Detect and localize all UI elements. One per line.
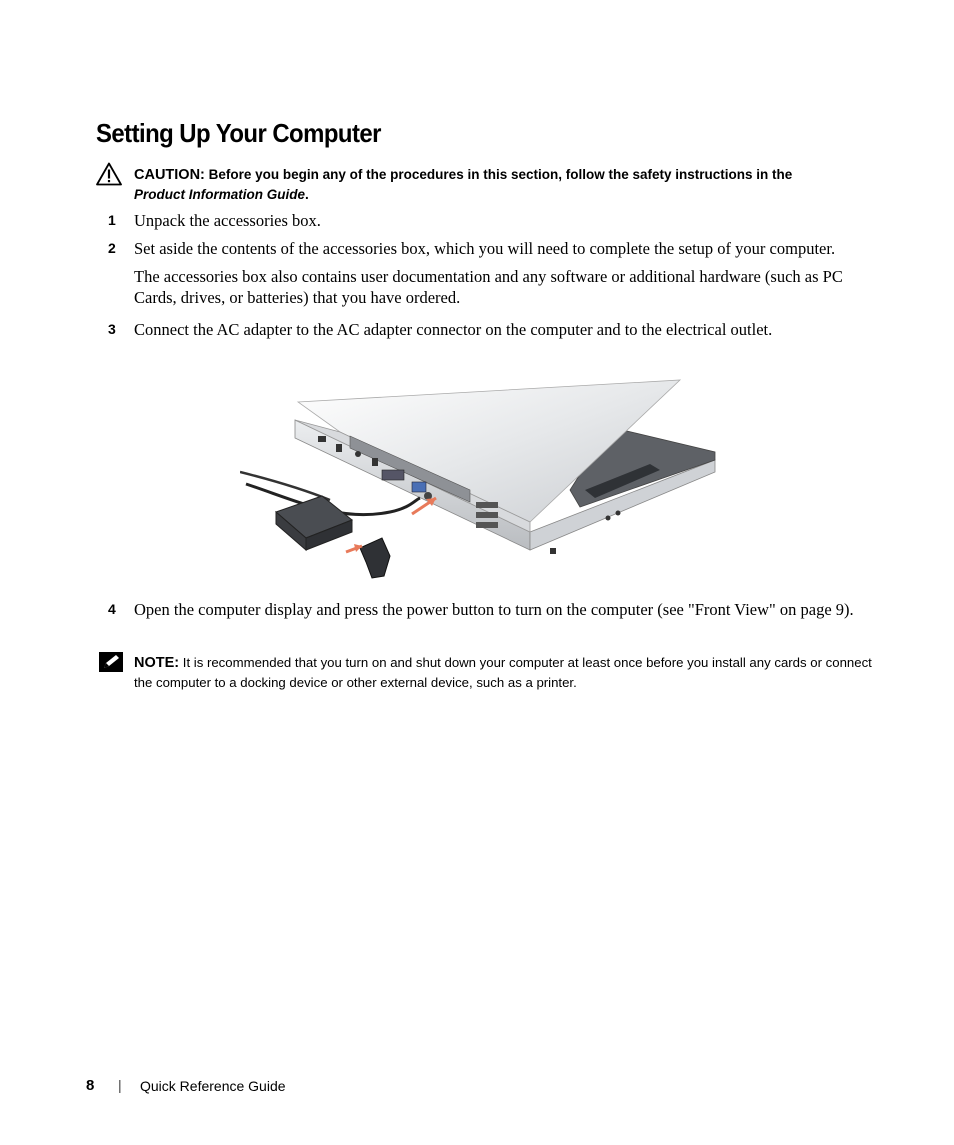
step-3-text: Connect the AC adapter to the AC adapter connector on the computer and to the electrical outlet. [134,320,773,339]
page-number: 8 [86,1077,95,1094]
step-2-number: 2 [108,240,116,256]
caution-guide-title: Product Information Guide [134,187,305,202]
caution-label: CAUTION: [134,167,205,183]
caution-message [134,165,874,204]
step-2-extra-text: The accessories box also contains user documentation and any software or additional hardware (such as PC Cards, drives, or batteries) that you have ordered. [134,267,843,307]
note-pencil-icon [99,652,123,672]
footer-separator: | [118,1077,122,1093]
footer-doc-title: Quick Reference Guide [140,1078,286,1094]
page-title: Setting Up Your Computer [96,118,381,148]
note-text: It is recommended that you turn on and shut down your computer at least once before you install any cards or connect the computer to a docking device or other external device, such as a printer. [134,655,872,690]
step-1-text: Unpack the accessories box. [134,211,321,230]
step-1-number: 1 [108,212,116,228]
step-4-text: Open the computer display and press the power button to turn on the computer (see "Front View" on page 9). [134,600,854,619]
caution-triangle-icon [96,162,122,186]
note-label: NOTE: [134,655,180,671]
caution-text: Before you begin any of the procedures in this section, follow the safety instructions in the [208,167,793,182]
note-message [134,653,874,693]
laptop-ac-adapter-illustration [240,372,720,586]
step-4-number: 4 [108,601,116,617]
step-3-number: 3 [108,321,116,337]
step-2-text: Set aside the contents of the accessories box, which you will need to complete the setup of your computer. [134,239,836,258]
caution-period: . [305,187,309,202]
